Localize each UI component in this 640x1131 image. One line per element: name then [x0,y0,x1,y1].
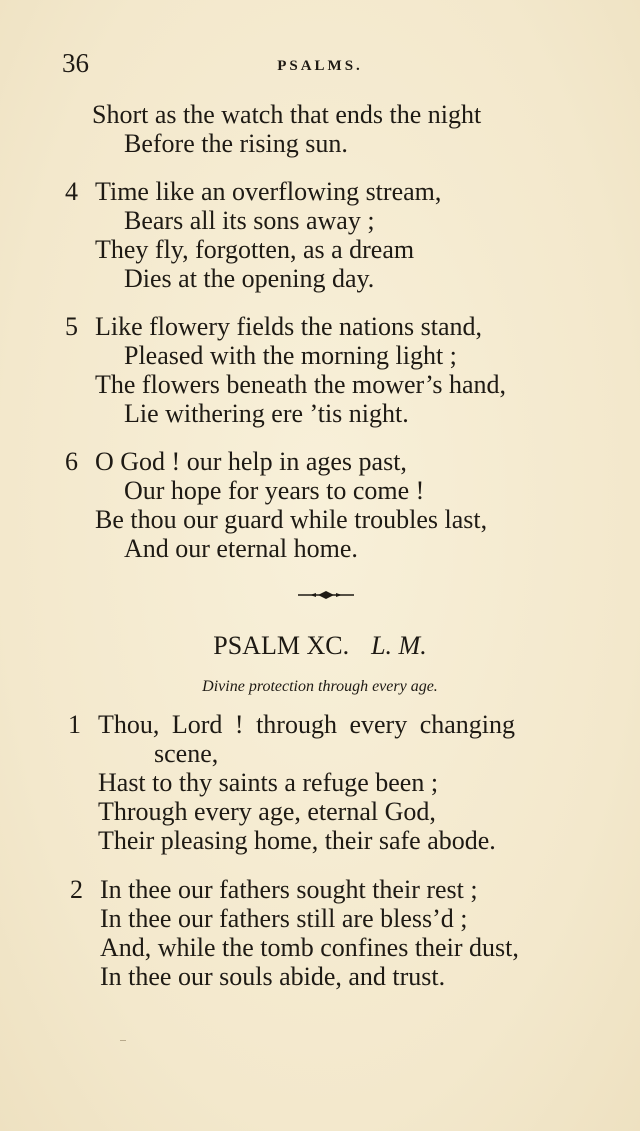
stanza-number: 6 [65,447,78,476]
page-number: 36 [62,48,89,78]
verse-line: In thee our fathers sought their rest ; [100,875,478,904]
verse-line: Thou, Lord ! through every changing [98,710,516,739]
verse-line: Time like an overflowing stream, [95,177,442,206]
verse-line: Their pleasing home, their safe abode. [98,826,496,855]
stanza-number: 2 [70,875,83,904]
psalm-number: PSALM XC. [213,631,350,660]
verse-line: They fly, forgotten, as a dream [95,235,415,264]
verse-line: Lie withering ere ’tis night. [124,399,409,428]
running-head: PSALMS. [277,58,363,74]
page-mark [120,1040,126,1041]
stanza-number: 1 [68,710,81,739]
verse-line: And, while the tomb confines their dust, [100,933,519,962]
verse-line: In thee our fathers still are bless’d ; [100,904,468,933]
verse-line: Short as the watch that ends the night [92,100,482,129]
stanza-number: 5 [65,312,78,341]
verse-line: Pleased with the morning light ; [124,341,457,370]
verse-line: Through every age, eternal God, [98,797,436,826]
verse-line: Dies at the opening day. [124,264,375,293]
verse-line: O God ! our help in ages past, [95,447,407,476]
verse-line: Like flowery fields the nations stand, [95,312,483,341]
psalm-subtitle: Divine protection through every age. [202,678,438,695]
psalm-title [0,630,640,662]
psalm-meter: L. M. [371,631,427,660]
verse-line: Before the rising sun. [124,129,348,158]
verse-line: Hast to thy saints a refuge been ; [98,768,439,797]
verse-line: Be thou our guard while troubles last, [95,505,488,534]
stanza-number: 4 [65,177,78,206]
verse-line: In thee our souls abide, and trust. [100,962,446,991]
verse-line: scene, [154,739,219,768]
verse-line: The flowers beneath the mower’s hand, [95,370,507,399]
verse-line: And our eternal home. [124,534,358,563]
verse-line: Bears all its sons away ; [124,206,375,235]
ornament-divider [296,588,356,602]
verse-line: Our hope for years to come ! [124,476,425,505]
